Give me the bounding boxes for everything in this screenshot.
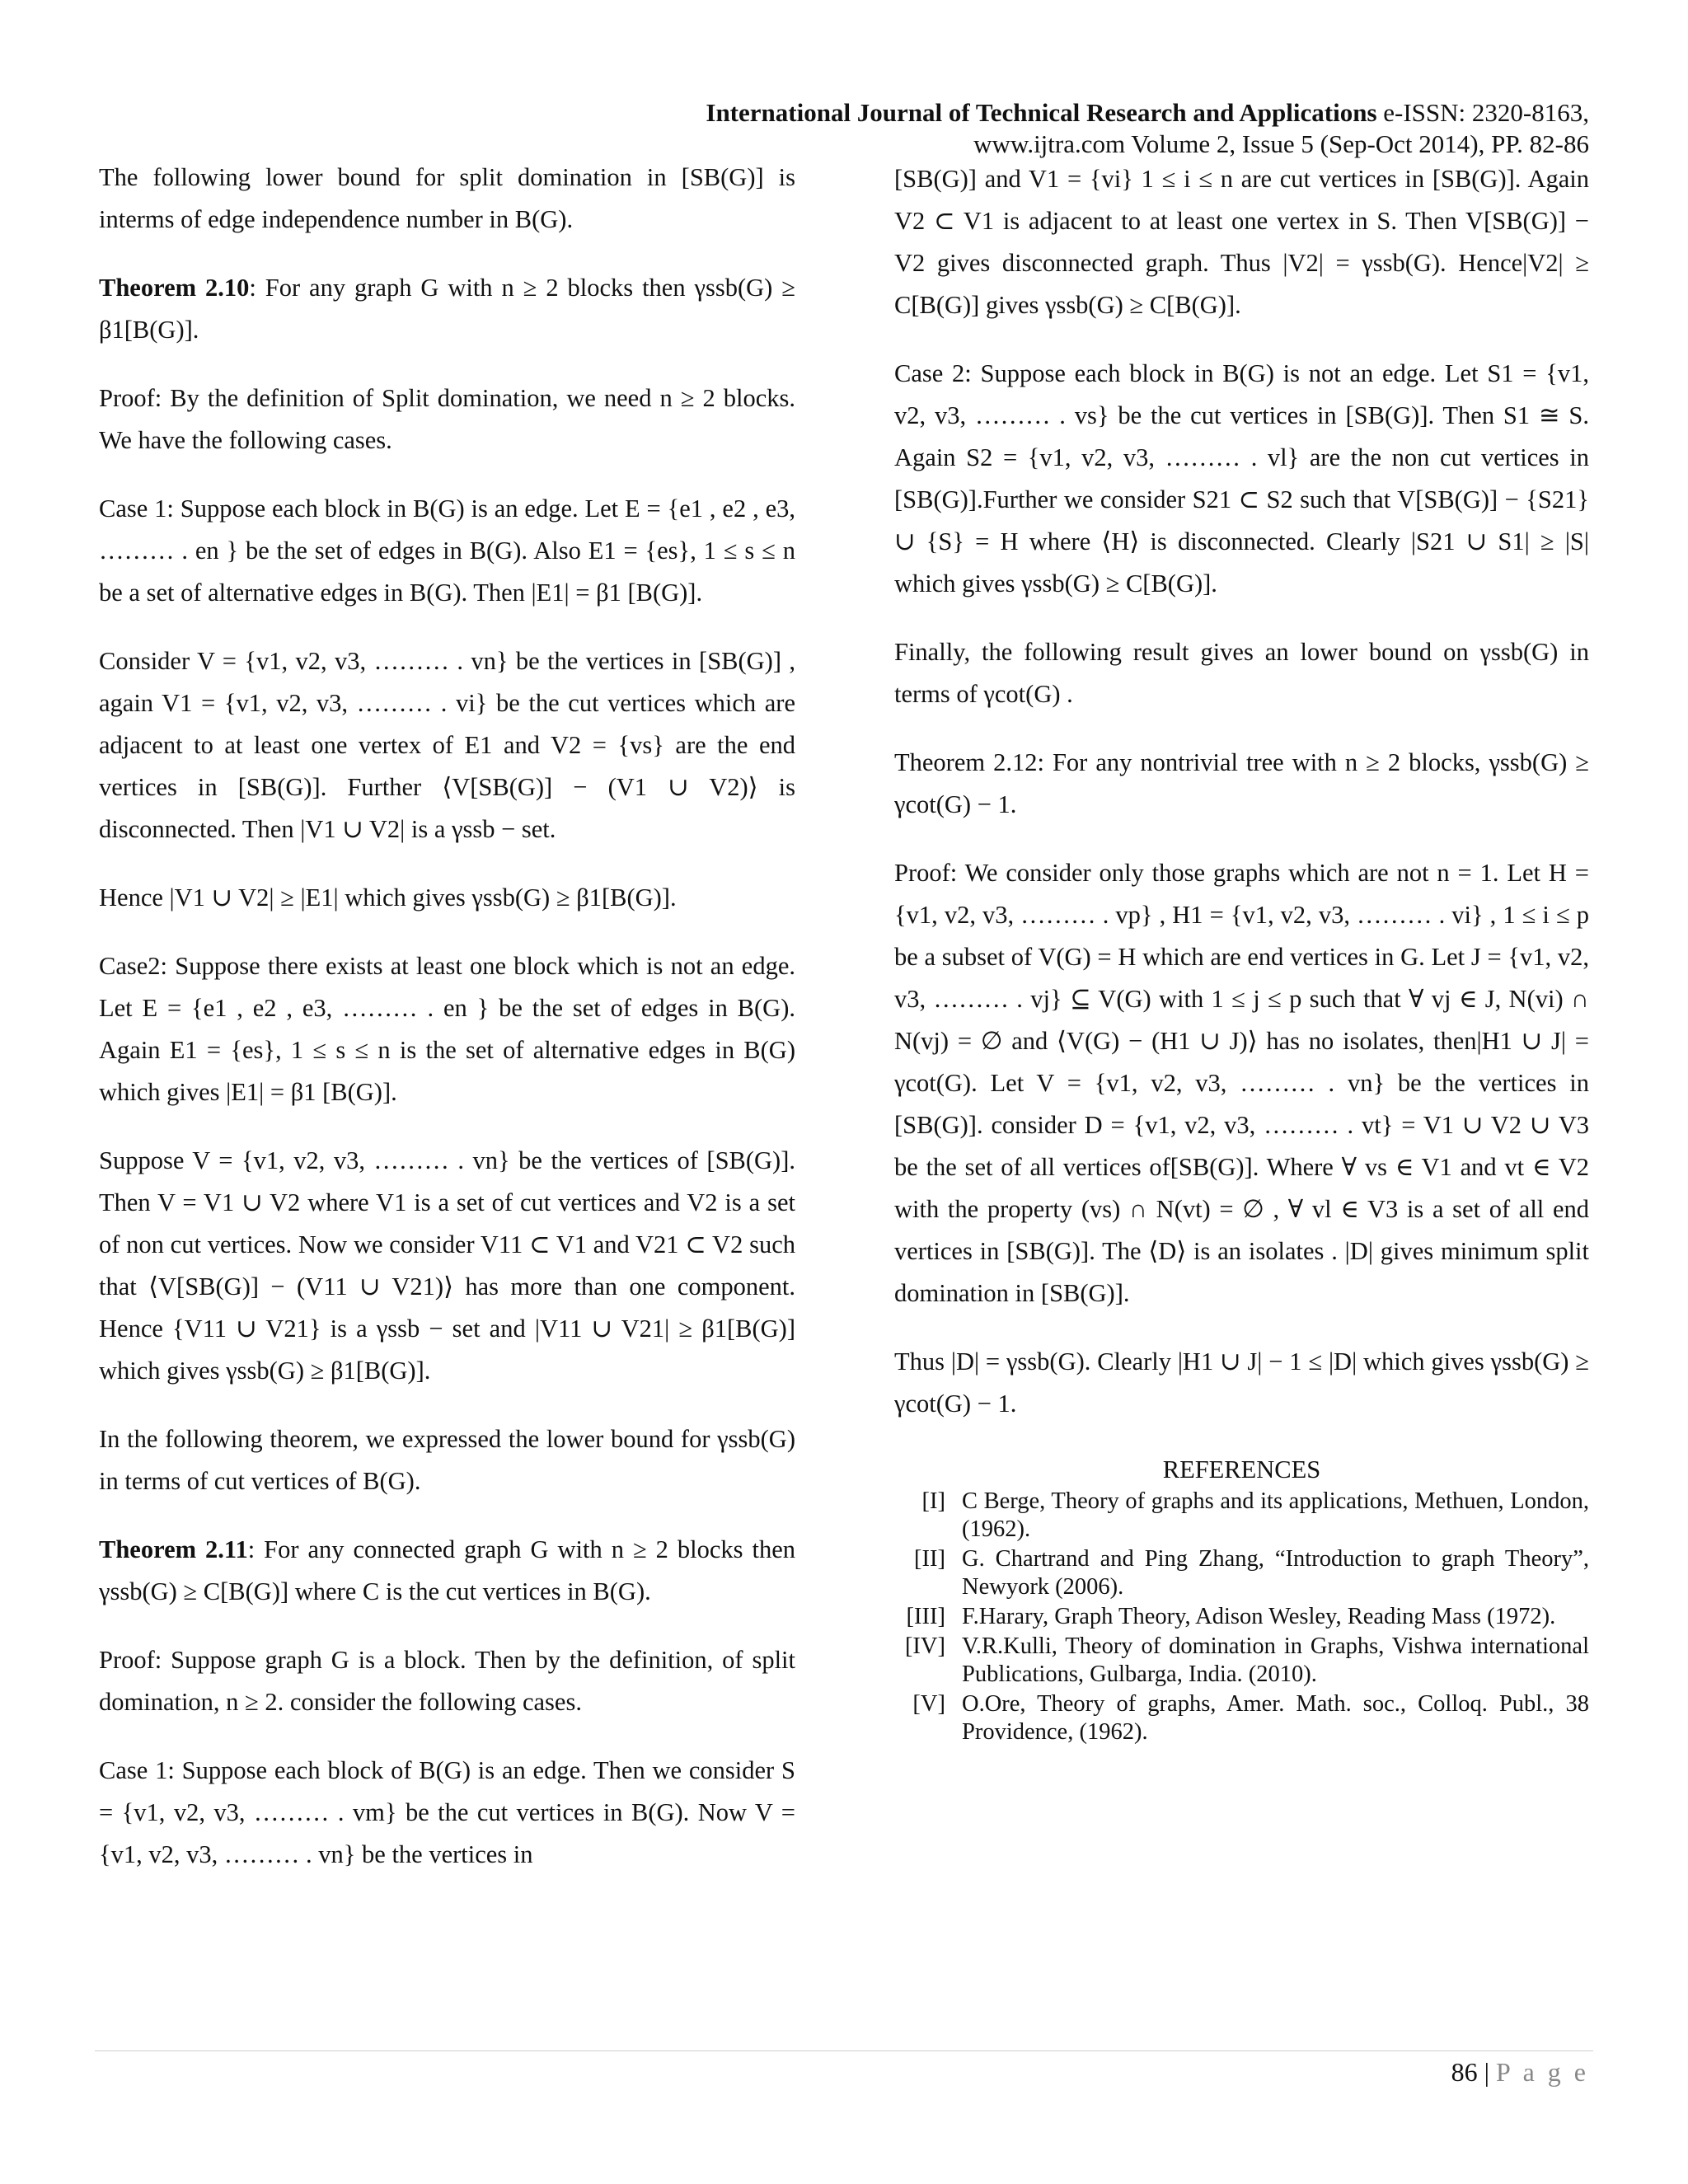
reference-text: C Berge, Theory of graphs and its applications, Methuen, London, (1962). [962, 1488, 1589, 1542]
reference-item [894, 1545, 1589, 1601]
reference-text: V.R.Kulli, Theory of domination in Graphs, Vishwa international Publications, Gulbarga, India. (2010). [962, 1633, 1589, 1687]
reference-text: F.Harary, Graph Theory, Adison Wesley, Reading Mass (1972). [962, 1604, 1556, 1629]
right-column [894, 158, 1589, 1748]
reference-text: O.Ore, Theory of graphs, Amer. Math. soc., Colloq. Publ., 38 Providence, (1962). [962, 1691, 1589, 1745]
theorem-2-11-label: Theorem 2.11 [99, 1535, 248, 1563]
reference-number: [IV] [904, 1633, 945, 1659]
proof-2-10-case-1: Case 1: Suppose each block in B(G) is an edge. Let E = {e1 , e2 , e3, ……… . en } be the set of edges in B(G). Also E1 = {es}, 1 ≤ s ≤ n be a set of alternative edges in B(G). Then |E1| = β1 [B(G)]. [99, 494, 795, 607]
theorem-2-11-text: : For any connected graph G with n ≥ 2 blocks then γssb(G) ≥ C[B(G)] where C is the cut vertices in B(G). [99, 1535, 795, 1605]
journal-name: International Journal of Technical Research and Applications [706, 98, 1377, 127]
page-separator: | [1477, 2057, 1496, 2087]
footer-divider [95, 2050, 1593, 2051]
proof-2-11-case-1-cont: [SB(G)] and V1 = {vi} 1 ≤ i ≤ n are cut vertices in [SB(G)]. Again V2 ⊂ V1 is adjacent to at least one vertex in S. Then V[SB(G)] − V2 gives disconnected graph. Thus |V2| = γssb(G). Hence|V2| ≥ C[B(G)] gives γssb(G) ≥ C[B(G)]. [894, 165, 1589, 319]
references-list [894, 1488, 1589, 1746]
theorem-2-12: Theorem 2.12: For any nontrivial tree with n ≥ 2 blocks, γssb(G) ≥ γcot(G) − 1. [894, 748, 1589, 818]
page-word: P a g e [1495, 2057, 1589, 2087]
paragraph-intro-2-10: The following lower bound for split domination in [SB(G)] is interms of edge independence number in B(G). [99, 163, 795, 233]
proof-2-10-case-2: Case2: Suppose there exists at least one block which is not an edge. Let E = {e1 , e2 , e3, ……… . en } be the set of edges in B(G). Again E1 = {es}, 1 ≤ s ≤ n is the set of alternative edges in B(G) which gives |E1| = β1 [B(G)]. [99, 952, 795, 1106]
reference-number: [V] [912, 1691, 945, 1717]
proof-2-10-consider: Consider V = {v1, v2, v3, ……… . vn} be the vertices in [SB(G)] , again V1 = {v1, v2, v3, ……… . vi} be the cut vertices which are adjacent to at least one vertex of E1 and V2 = {vs} are the end vertices in [SB(G)]. Further ⟨V[SB(G)] − (V1 ∪ V2)⟩ is disconnected. Then |V1 ∪ V2| is a γssb − set. [99, 647, 795, 843]
proof-2-11-case-2: Case 2: Suppose each block in B(G) is not an edge. Let S1 = {v1, v2, v3, ……… . vs} be the cut vertices in [SB(G)]. Then S1 ≅ S. Again S2 = {v1, v2, v3, ……… . vl} are the non cut vertices in [SB(G)].Further we consider S21 ⊂ S2 such that V[SB(G)] − {S21} ∪ {S} = H where ⟨H⟩ is disconnected. Clearly |S21 ∪ S1| ≥ |S| which gives γssb(G) ≥ C[B(G)]. [894, 359, 1589, 598]
theorem-2-10-label: Theorem 2.10 [99, 274, 250, 302]
proof-2-12-conclusion: Thus |D| = γssb(G). Clearly |H1 ∪ J| − 1 ≤ |D| which gives γssb(G) ≥ γcot(G) − 1. [894, 1347, 1589, 1418]
reference-number: [II] [914, 1546, 945, 1572]
page-number: 86 [1451, 2057, 1478, 2087]
journal-issn: e-ISSN: 2320-8163, [1376, 98, 1589, 127]
proof-2-12: Proof: We consider only those graphs which are not n = 1. Let H = {v1, v2, v3, ……… . vp} , H1 = {v1, v2, v3, ……… . vi} , 1 ≤ i ≤ p be a subset of V(G) = H which are end vertices in G. Let J = {v1, v2, v3, ……… . vj} ⊆ V(G) with 1 ≤ j ≤ p such that ∀ vj ∈ J, N(vi) ∩ N(vj) = ∅ and ⟨V(G) − (H1 ∪ J)⟩ has no isolates, then|H1 ∪ J| = γcot(G). Let V = {v1, v2, v3, ……… . vn} be the vertices in [SB(G)]. consider D = {v1, v2, v3, ……… . vt} = V1 ∪ V2 ∪ V3 be the set of all vertices of[SB(G)]. Where ∀ vs ∈ V1 and vt ∈ V2 with the property (vs) ∩ N(vt) = ∅ , ∀ vl ∈ V3 is a set of all end vertices in [SB(G)]. The ⟨D⟩ is an isolates . |D| gives minimum split domination in [SB(G)]. [894, 859, 1589, 1307]
proof-2-10-hence: Hence |V1 ∪ V2| ≥ |E1| which gives γssb(G) ≥ β1[B(G)]. [99, 883, 677, 912]
paragraph-intro-2-12: Finally, the following result gives an lower bound on γssb(G) in terms of γcot(G) . [894, 638, 1589, 708]
theorem-2-11 [99, 1529, 795, 1613]
journal-title-line [435, 97, 1589, 129]
reference-item [894, 1488, 1589, 1544]
reference-number: [I] [921, 1488, 945, 1514]
reference-item [894, 1690, 1589, 1746]
proof-2-10-suppose: Suppose V = {v1, v2, v3, ……… . vn} be the vertices of [SB(G)]. Then V = V1 ∪ V2 where V1 is a set of cut vertices and V2 is a set of non cut vertices. Now we consider V11 ⊂ V1 and V21 ⊂ V2 such that ⟨V[SB(G)] − (V11 ∪ V21)⟩ has more than one component. Hence {V11 ∪ V21} is a γssb − set and |V11 ∪ V21| ≥ β1[B(G)] which gives γssb(G) ≥ β1[B(G)]. [99, 1146, 795, 1385]
theorem-2-10-text: : For any graph G with n ≥ 2 blocks then γssb(G) ≥ β1[B(G)]. [99, 274, 795, 344]
journal-volume-line: www.ijtra.com Volume 2, Issue 5 (Sep-Oct 2014), PP. 82-86 [973, 129, 1589, 158]
journal-header [435, 97, 1589, 160]
page-footer [1451, 2054, 1589, 2090]
proof-2-10-intro: Proof: By the definition of Split domination, we need n ≥ 2 blocks. We have the following cases. [99, 384, 795, 454]
reference-number: [III] [906, 1604, 945, 1629]
proof-2-11-intro: Proof: Suppose graph G is a block. Then by the definition, of split domination, n ≥ 2. consider the following cases. [99, 1646, 795, 1716]
reference-text: G. Chartrand and Ping Zhang, “Introduction to graph Theory”, Newyork (2006). [962, 1546, 1589, 1600]
proof-2-11-case-1: Case 1: Suppose each block of B(G) is an edge. Then we consider S = {v1, v2, v3, ……… . vm} be the cut vertices in B(G). Now V = {v1, v2, v3, ……… . vn} be the vertices in [99, 1756, 795, 1868]
reference-item [894, 1603, 1589, 1631]
paragraph-intro-2-11: In the following theorem, we expressed the lower bound for γssb(G) in terms of cut vertices of B(G). [99, 1425, 795, 1495]
references-heading: REFERENCES [1162, 1455, 1321, 1483]
theorem-2-10 [99, 267, 795, 351]
left-column [99, 157, 795, 1902]
reference-item [894, 1633, 1589, 1689]
